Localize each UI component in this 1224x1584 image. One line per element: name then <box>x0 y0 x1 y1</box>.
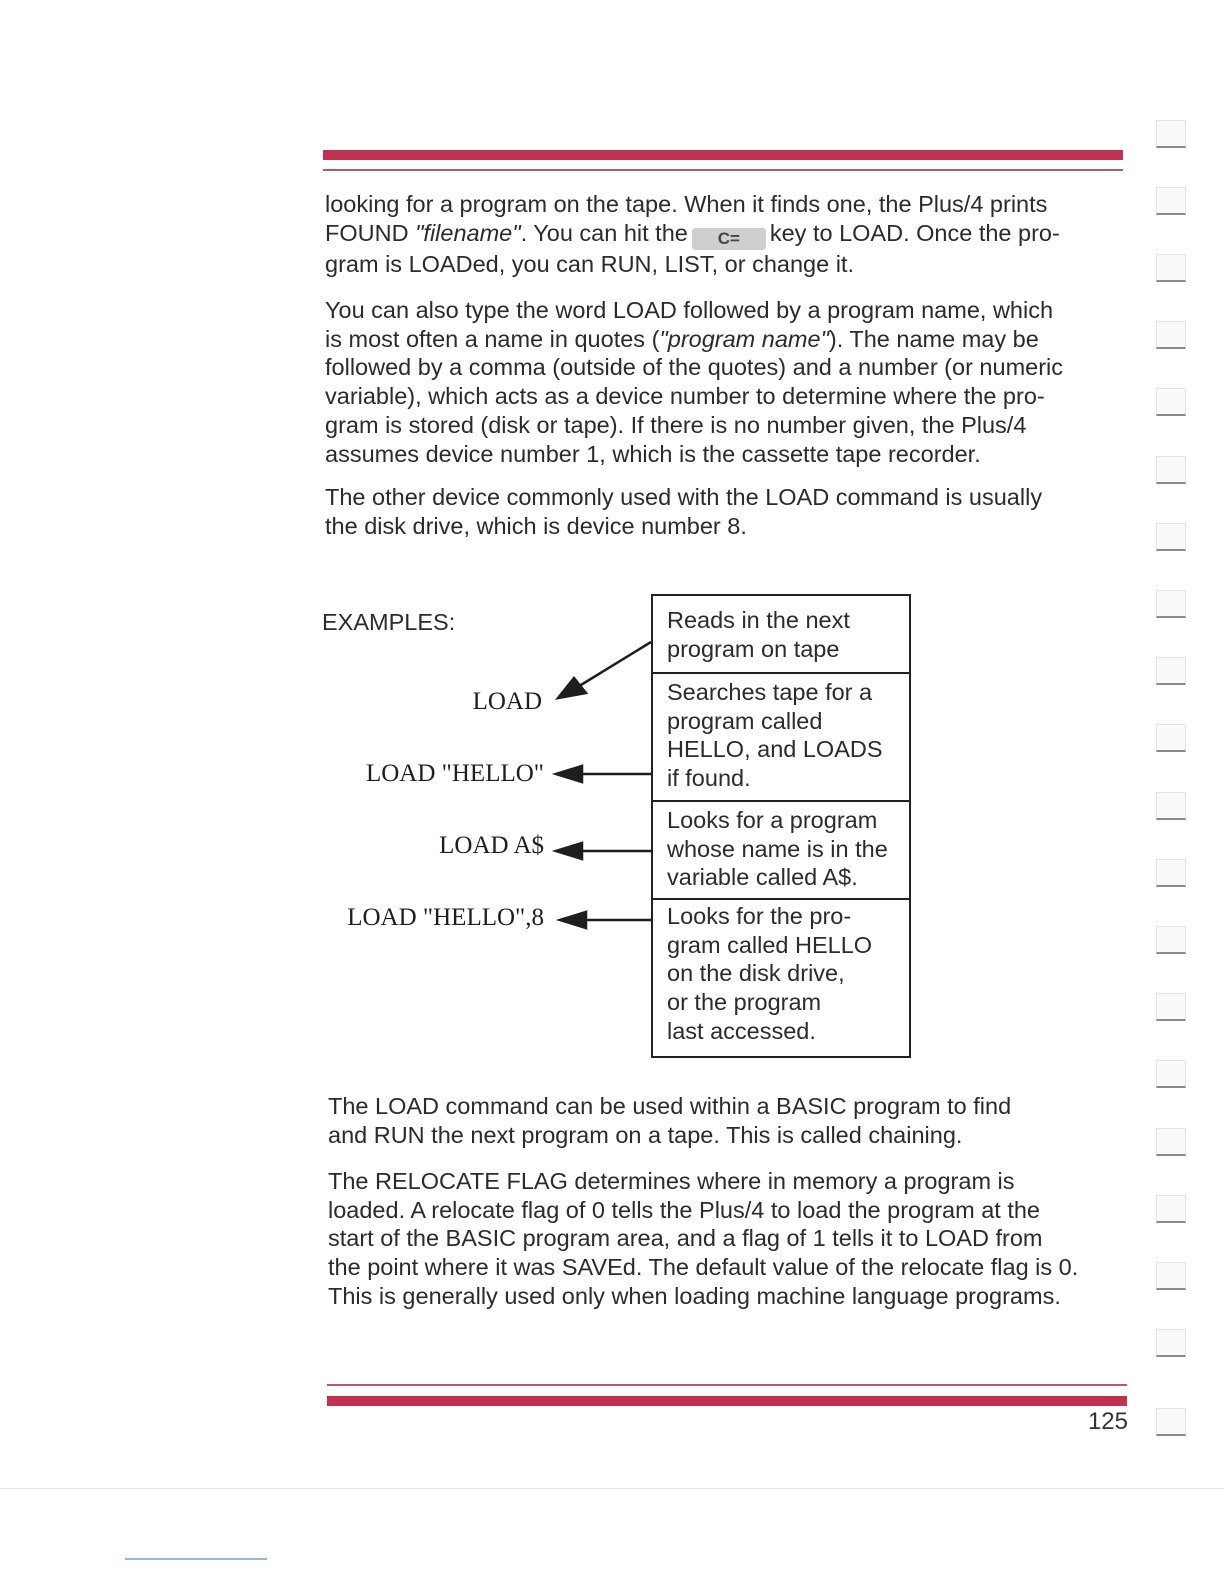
arrow-icon <box>558 642 651 698</box>
index-tab <box>1156 388 1186 416</box>
index-tab <box>1156 993 1186 1021</box>
example-command-load-hello: LOAD "HELLO" <box>365 760 544 787</box>
example-command-load-hello-disk: LOAD "HELLO",8 <box>347 904 544 931</box>
index-tab <box>1156 456 1186 484</box>
examples-label: EXAMPLES: <box>322 609 456 635</box>
paragraph-chaining <box>328 1092 1011 1149</box>
index-tab <box>1156 724 1186 752</box>
text-line: on the disk drive, <box>667 960 845 987</box>
text-line: loaded. A relocate flag of 0 tells the Plus/4 to load the program at the <box>328 1196 1040 1223</box>
example-command-load-variable: LOAD A$ <box>439 832 544 859</box>
index-tab <box>1156 792 1186 820</box>
text-line: This is generally used only when loading machine language programs. <box>328 1282 1061 1309</box>
text-line: gram is LOADed, you can RUN, LIST, or change it. <box>325 250 854 277</box>
text-line: the disk drive, which is device number 8. <box>325 512 747 539</box>
text-line: Looks for a program <box>667 807 878 833</box>
index-tab <box>1156 926 1186 954</box>
text-line: The LOAD command can be used within a BASIC program to find <box>328 1093 1012 1119</box>
text-line: HELLO, and LOADS <box>667 736 883 763</box>
text-line: and RUN the next program on a tape. This is called chaining. <box>328 1121 963 1148</box>
index-tab <box>1156 120 1186 148</box>
commodore-key-icon: C= <box>692 228 766 250</box>
text-line: program on tape <box>667 635 840 662</box>
arrow-icon <box>560 912 651 928</box>
paragraph-relocate-flag <box>328 1167 1078 1311</box>
index-tab <box>1156 1262 1186 1290</box>
index-tab <box>1156 657 1186 685</box>
text-line: the point where it was SAVEd. The default value of the relocate flag is 0. <box>328 1254 1079 1281</box>
index-tab <box>1156 1195 1186 1223</box>
index-tab <box>1156 187 1186 215</box>
page-number: 125 <box>1087 1408 1128 1435</box>
index-tab <box>1156 590 1186 618</box>
text-line: Reads in the next <box>667 607 850 633</box>
index-tab <box>1156 859 1186 887</box>
margin-index-tabs <box>1156 120 1188 1440</box>
text-line: program called <box>667 707 823 734</box>
text-line: followed by a comma (outside of the quotes) and a number (or numeric <box>325 354 1064 381</box>
text-line: The other device commonly used with the LOAD command is usually <box>325 484 1043 510</box>
text-line: You can also type the word LOAD followed by a program name, which <box>325 297 1054 323</box>
index-tab <box>1156 1329 1186 1357</box>
index-tab <box>1156 1128 1186 1156</box>
text-line: The RELOCATE FLAG determines where in memory a program is <box>328 1168 1015 1194</box>
text-line: FOUND "filename". You can hit the C= key to LOAD. Once the pro- <box>325 219 1060 248</box>
text-line: gram is stored (disk or tape). If there is no number given, the Plus/4 <box>325 411 1027 438</box>
text-line: or the program <box>667 989 822 1016</box>
text-line: Searches tape for a <box>667 679 873 705</box>
text-line: if found. <box>667 765 751 792</box>
text-line: is most often a name in quotes ("program name"). The name may be <box>325 325 1039 352</box>
text-line: last accessed. <box>667 1017 816 1044</box>
text-line: variable called A$. <box>667 864 858 891</box>
index-tab <box>1156 1408 1186 1436</box>
text-line: variable), which acts as a device number to determine where the pro- <box>325 383 1045 410</box>
index-tab <box>1156 1060 1186 1088</box>
arrow-icon <box>556 843 651 859</box>
text-line: start of the BASIC program area, and a flag of 1 tells it to LOAD from <box>328 1225 1043 1252</box>
index-tab <box>1156 321 1186 349</box>
arrow-icon <box>556 766 651 782</box>
text-line: looking for a program on the tape. When it finds one, the Plus/4 prints <box>325 191 1048 217</box>
text-line: whose name is in the <box>667 835 888 862</box>
index-tab <box>1156 254 1186 282</box>
footer-accent-band <box>327 1396 1127 1406</box>
text-line: assumes device number 1, which is the cassette tape recorder. <box>325 440 981 467</box>
footer-rule <box>327 1384 1127 1386</box>
example-command-load: LOAD <box>472 688 542 715</box>
text-line: gram called HELLO <box>667 931 873 958</box>
text-line: Looks for the pro- <box>667 903 852 929</box>
index-tab <box>1156 523 1186 551</box>
